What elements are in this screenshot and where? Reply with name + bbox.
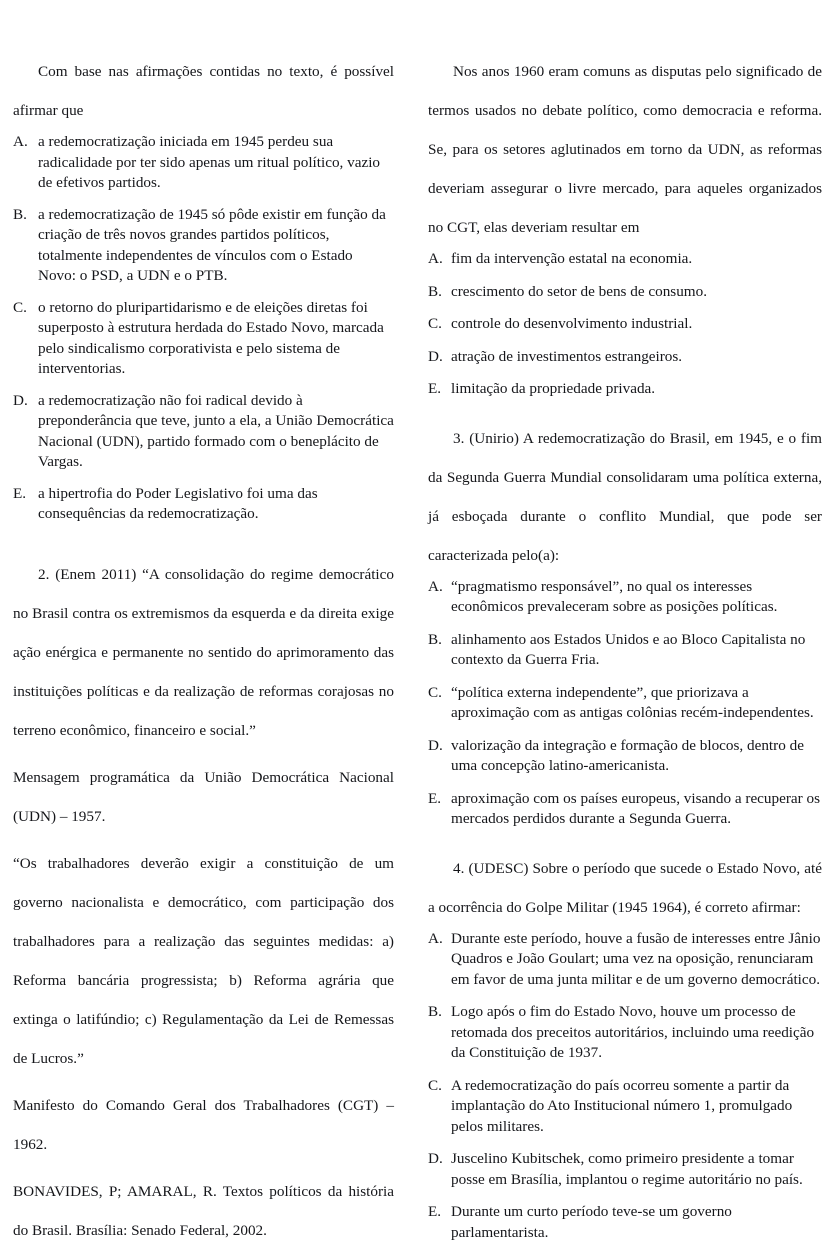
alternative-text: aproximação com os países europeus, visando a recuperar os mercados perdidos durante a Segunda Guerra. [451, 789, 821, 827]
alternative-item[interactable] [428, 683, 822, 724]
alternative-text: “pragmatismo responsável”, no qual os interesses econômicos prevaleceram sobre as posições políticas. [451, 577, 778, 615]
alternative-text: atração de investimentos estrangeiros. [451, 347, 683, 365]
alternative-letter: B. [13, 205, 27, 223]
alternative-item[interactable] [428, 929, 822, 991]
alternative-letter: C. [13, 298, 27, 316]
section-spacer [428, 412, 822, 419]
alternative-item[interactable] [428, 1002, 822, 1064]
alternative-text: Juscelino Kubitschek, como primeiro presidente a tomar posse em Brasília, implantou o regime autoritário no país. [451, 1150, 803, 1188]
left-column [13, 52, 394, 1250]
alternative-item[interactable] [428, 630, 822, 671]
alternative-item[interactable] [428, 347, 822, 368]
question-1-alternatives [13, 132, 394, 525]
two-column-layout [13, 52, 822, 1255]
alternative-item[interactable] [428, 1202, 822, 1243]
question-3-alternatives [428, 577, 822, 830]
alternative-item[interactable] [13, 298, 394, 380]
alternative-item[interactable] [13, 484, 394, 525]
alternative-item[interactable] [428, 789, 822, 830]
alternative-item[interactable] [428, 282, 822, 303]
question-1-stem: Com base nas afirmações contidas no texto, é possível afirmar que [13, 63, 394, 119]
alternative-text: Durante este período, houve a fusão de interesses entre Jânio Quadros e João Goulart; uma vez na oposição, renunciaram em favor de uma junta militar e de um governo democrático. [451, 929, 821, 988]
alternative-letter: D. [428, 347, 443, 365]
alternative-letter: B. [428, 282, 442, 300]
alternative-text: a redemocratização de 1945 só pôde existir em função da criação de três novos grandes partidos políticos, totalmente independentes de vínculos com o Estado Novo: o PSD, a UDN e o PTB. [38, 205, 386, 284]
question-2-quote-cgt: “Os trabalhadores deverão exigir a constituição de um governo nacionalista e democrático, com participação dos trabalhadores para a realização das seguintes medidas: a) Reforma bancária progressista; b) Reforma agrária que extinga o latifúndio; c) Regulamentação da Lei de Remessas de Lucros.” [13, 854, 394, 1067]
question-2-source-udn: Mensagem programática da União Democrática Nacional (UDN) – 1957. [13, 768, 394, 825]
right-column [428, 52, 822, 1255]
alternative-letter: B. [428, 1003, 442, 1020]
alternative-letter: A. [428, 577, 443, 595]
alternative-text: a hipertrofia do Poder Legislativo foi uma das consequências da redemocratização. [38, 484, 318, 522]
alternative-text: a redemocratização iniciada em 1945 perdeu sua radicalidade por ter sido apenas um ritual político, vazio de efetivos partidos. [38, 133, 381, 191]
question-4-alternatives [428, 929, 822, 1244]
alternative-letter: D. [428, 1150, 443, 1167]
alternative-letter: C. [428, 315, 442, 332]
alternative-item[interactable] [13, 132, 394, 194]
alternative-text: controle do desenvolvimento industrial. [451, 315, 693, 332]
alternative-letter: A. [13, 133, 28, 150]
question-2-stem: 2. (Enem 2011) “A consolidação do regime democrático no Brasil contra os extremismos da esquerda e da direita exige ação enérgica e permanente no sentido do aprimoramento das instituições políticas e da realização de reformas corajosas no terreno econômico, financeiro e social.” [13, 565, 394, 739]
alternative-letter: C. [428, 1076, 442, 1094]
section-spacer [428, 842, 822, 849]
alternative-text: fim da intervenção estatal na economia. [451, 250, 693, 267]
question-3-stem: 3. (Unirio) A redemocratização do Brasil, em 1945, e o fim da Segunda Guerra Mundial consolidaram uma política externa, já esboçada durante o conflito Mundial, que pode ser caracterizada pelo(a): [428, 429, 822, 564]
question-2-alternatives [428, 249, 822, 400]
question-4-stem: 4. (UDESC) Sobre o período que sucede o Estado Novo, até a ocorrência do Golpe Militar (1945 1964), é correto afirmar: [428, 859, 822, 916]
alternative-text: limitação da propriedade privada. [451, 380, 656, 397]
alternative-letter: E. [428, 1203, 442, 1220]
alternative-letter: E. [13, 484, 27, 502]
alternative-text: valorização da integração e formação de blocos, dentro de uma concepção latino-americanista. [451, 736, 804, 774]
alternative-item[interactable] [428, 1076, 822, 1138]
alternative-letter: A. [428, 250, 443, 267]
alternative-text: alinhamento aos Estados Unidos e ao Bloco Capitalista no contexto da Guerra Fria. [451, 630, 806, 668]
alternative-item[interactable] [13, 205, 394, 287]
alternative-letter: D. [13, 391, 28, 409]
alternative-item[interactable] [428, 379, 822, 400]
alternative-item[interactable] [428, 736, 822, 777]
alternative-letter: C. [428, 683, 442, 701]
question-2-stem-continued: Nos anos 1960 eram comuns as disputas pelo significado de termos usados no debate político, como democracia e reforma. Se, para os setores aglutinados em torno da UDN, as reformas deveriam assegurar o livre mercado, para aqueles organizados no CGT, elas deveriam resultar em [428, 63, 822, 236]
alternative-letter: D. [428, 736, 443, 754]
alternative-text: Durante um curto período teve-se um governo parlamentarista. [451, 1203, 732, 1241]
question-2-source-cgt: Manifesto do Comando Geral dos Trabalhadores (CGT) – 1962. [13, 1096, 394, 1153]
alternative-letter: E. [428, 789, 442, 807]
alternative-item[interactable] [428, 314, 822, 335]
alternative-text: a redemocratização não foi radical devido à preponderância que teve, junto a ela, a União Democrática Nacional (UDN), partido formado com o beneplácito de Vargas. [38, 391, 394, 470]
alternative-text: Logo após o fim do Estado Novo, houve um processo de retomada dos preceitos autoritários, incluindo uma reedição da Constituição de 1937. [451, 1003, 815, 1061]
section-spacer [13, 525, 394, 555]
alternative-letter: B. [428, 630, 442, 648]
alternative-text: “política externa independente”, que priorizava a aproximação com as antigas colônias recém-independentes. [451, 683, 814, 721]
alternative-item[interactable] [428, 577, 822, 618]
alternative-letter: E. [428, 380, 442, 397]
question-2-reference: BONAVIDES, P; AMARAL, R. Textos políticos da história do Brasil. Brasília: Senado Federal, 2002. [13, 1182, 394, 1239]
alternative-item[interactable] [428, 249, 822, 270]
alternative-letter: A. [428, 929, 443, 947]
alternative-text: A redemocratização do país ocorreu somente a partir da implantação do Ato Institucional número 1, promulgado pelos militares. [451, 1076, 793, 1135]
alternative-text: o retorno do pluripartidarismo e de eleições diretas foi superposto à estrutura herdada do Estado Novo, marcada pelo sindicalismo corporativista e pelo sistema de interventorias. [38, 298, 384, 377]
alternative-text: crescimento do setor de bens de consumo. [451, 282, 708, 300]
alternative-item[interactable] [13, 391, 394, 473]
